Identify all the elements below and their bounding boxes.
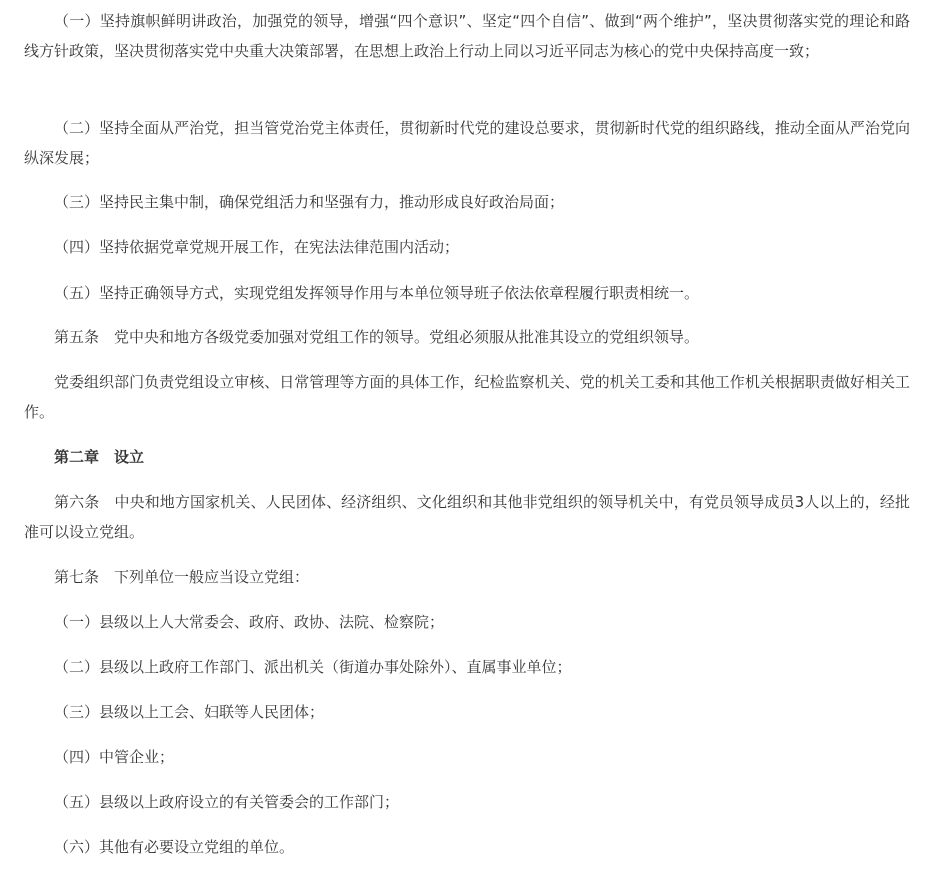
list-item-4: （四）中管企业； — [54, 748, 175, 766]
paragraph-item-2: （二）坚持全面从严治党，担当管党治党主体责任，贯彻新时代党的建设总要求，贯彻新时代党的组织路线，推动全面从严治党向纵深发展； — [24, 119, 910, 167]
list-item-6: （六）其他有必要设立党组的单位。 — [54, 838, 295, 856]
list-item-1: （一）县级以上人大常委会、政府、政协、法院、检察院； — [54, 613, 445, 631]
chapter-heading: 第二章 设立 — [54, 448, 145, 466]
paragraph-organization-dept: 党委组织部门负责党组设立审核、日常管理等方面的具体工作，纪检监察机关、党的机关工委和其他工作机关根据职责做好相关工作。 — [24, 373, 910, 421]
paragraph-item-3: （三）坚持民主集中制，确保党组活力和坚强有力，推动形成良好政治局面； — [54, 193, 565, 211]
paragraph-item-5: （五）坚持正确领导方式，实现党组发挥领导作用与本单位领导班子依法依章程履行职责相统一。 — [54, 284, 700, 302]
list-item-3: （三）县级以上工会、妇联等人民团体； — [54, 703, 325, 721]
list-item-2: （二）县级以上政府工作部门、派出机关（街道办事处除外）、直属事业单位； — [54, 658, 572, 676]
paragraph-item-1: （一）坚持旗帜鲜明讲政治，加强党的领导，增强“四个意识”、坚定“四个自信”、做到“两个维护”，坚决贯彻落实党的理论和路线方针政策，坚决贯彻落实党中央重大决策部署，在思想上政治上行动上同以习近平同志为核心的党中央保持高度一致； — [24, 12, 910, 60]
article-6: 第六条 中央和地方国家机关、人民团体、经济组织、文化组织和其他非党组织的领导机关中，有党员领导成员3人以上的，经批准可以设立党组。 — [24, 493, 910, 541]
paragraph-item-4: （四）坚持依据党章党规开展工作，在宪法法律范围内活动； — [54, 238, 460, 256]
article-7: 第七条 下列单位一般应当设立党组： — [54, 568, 310, 586]
article-5: 第五条 党中央和地方各级党委加强对党组工作的领导。党组必须服从批准其设立的党组织领导。 — [54, 328, 700, 346]
list-item-5: （五）县级以上政府设立的有关管委会的工作部门； — [54, 793, 400, 811]
